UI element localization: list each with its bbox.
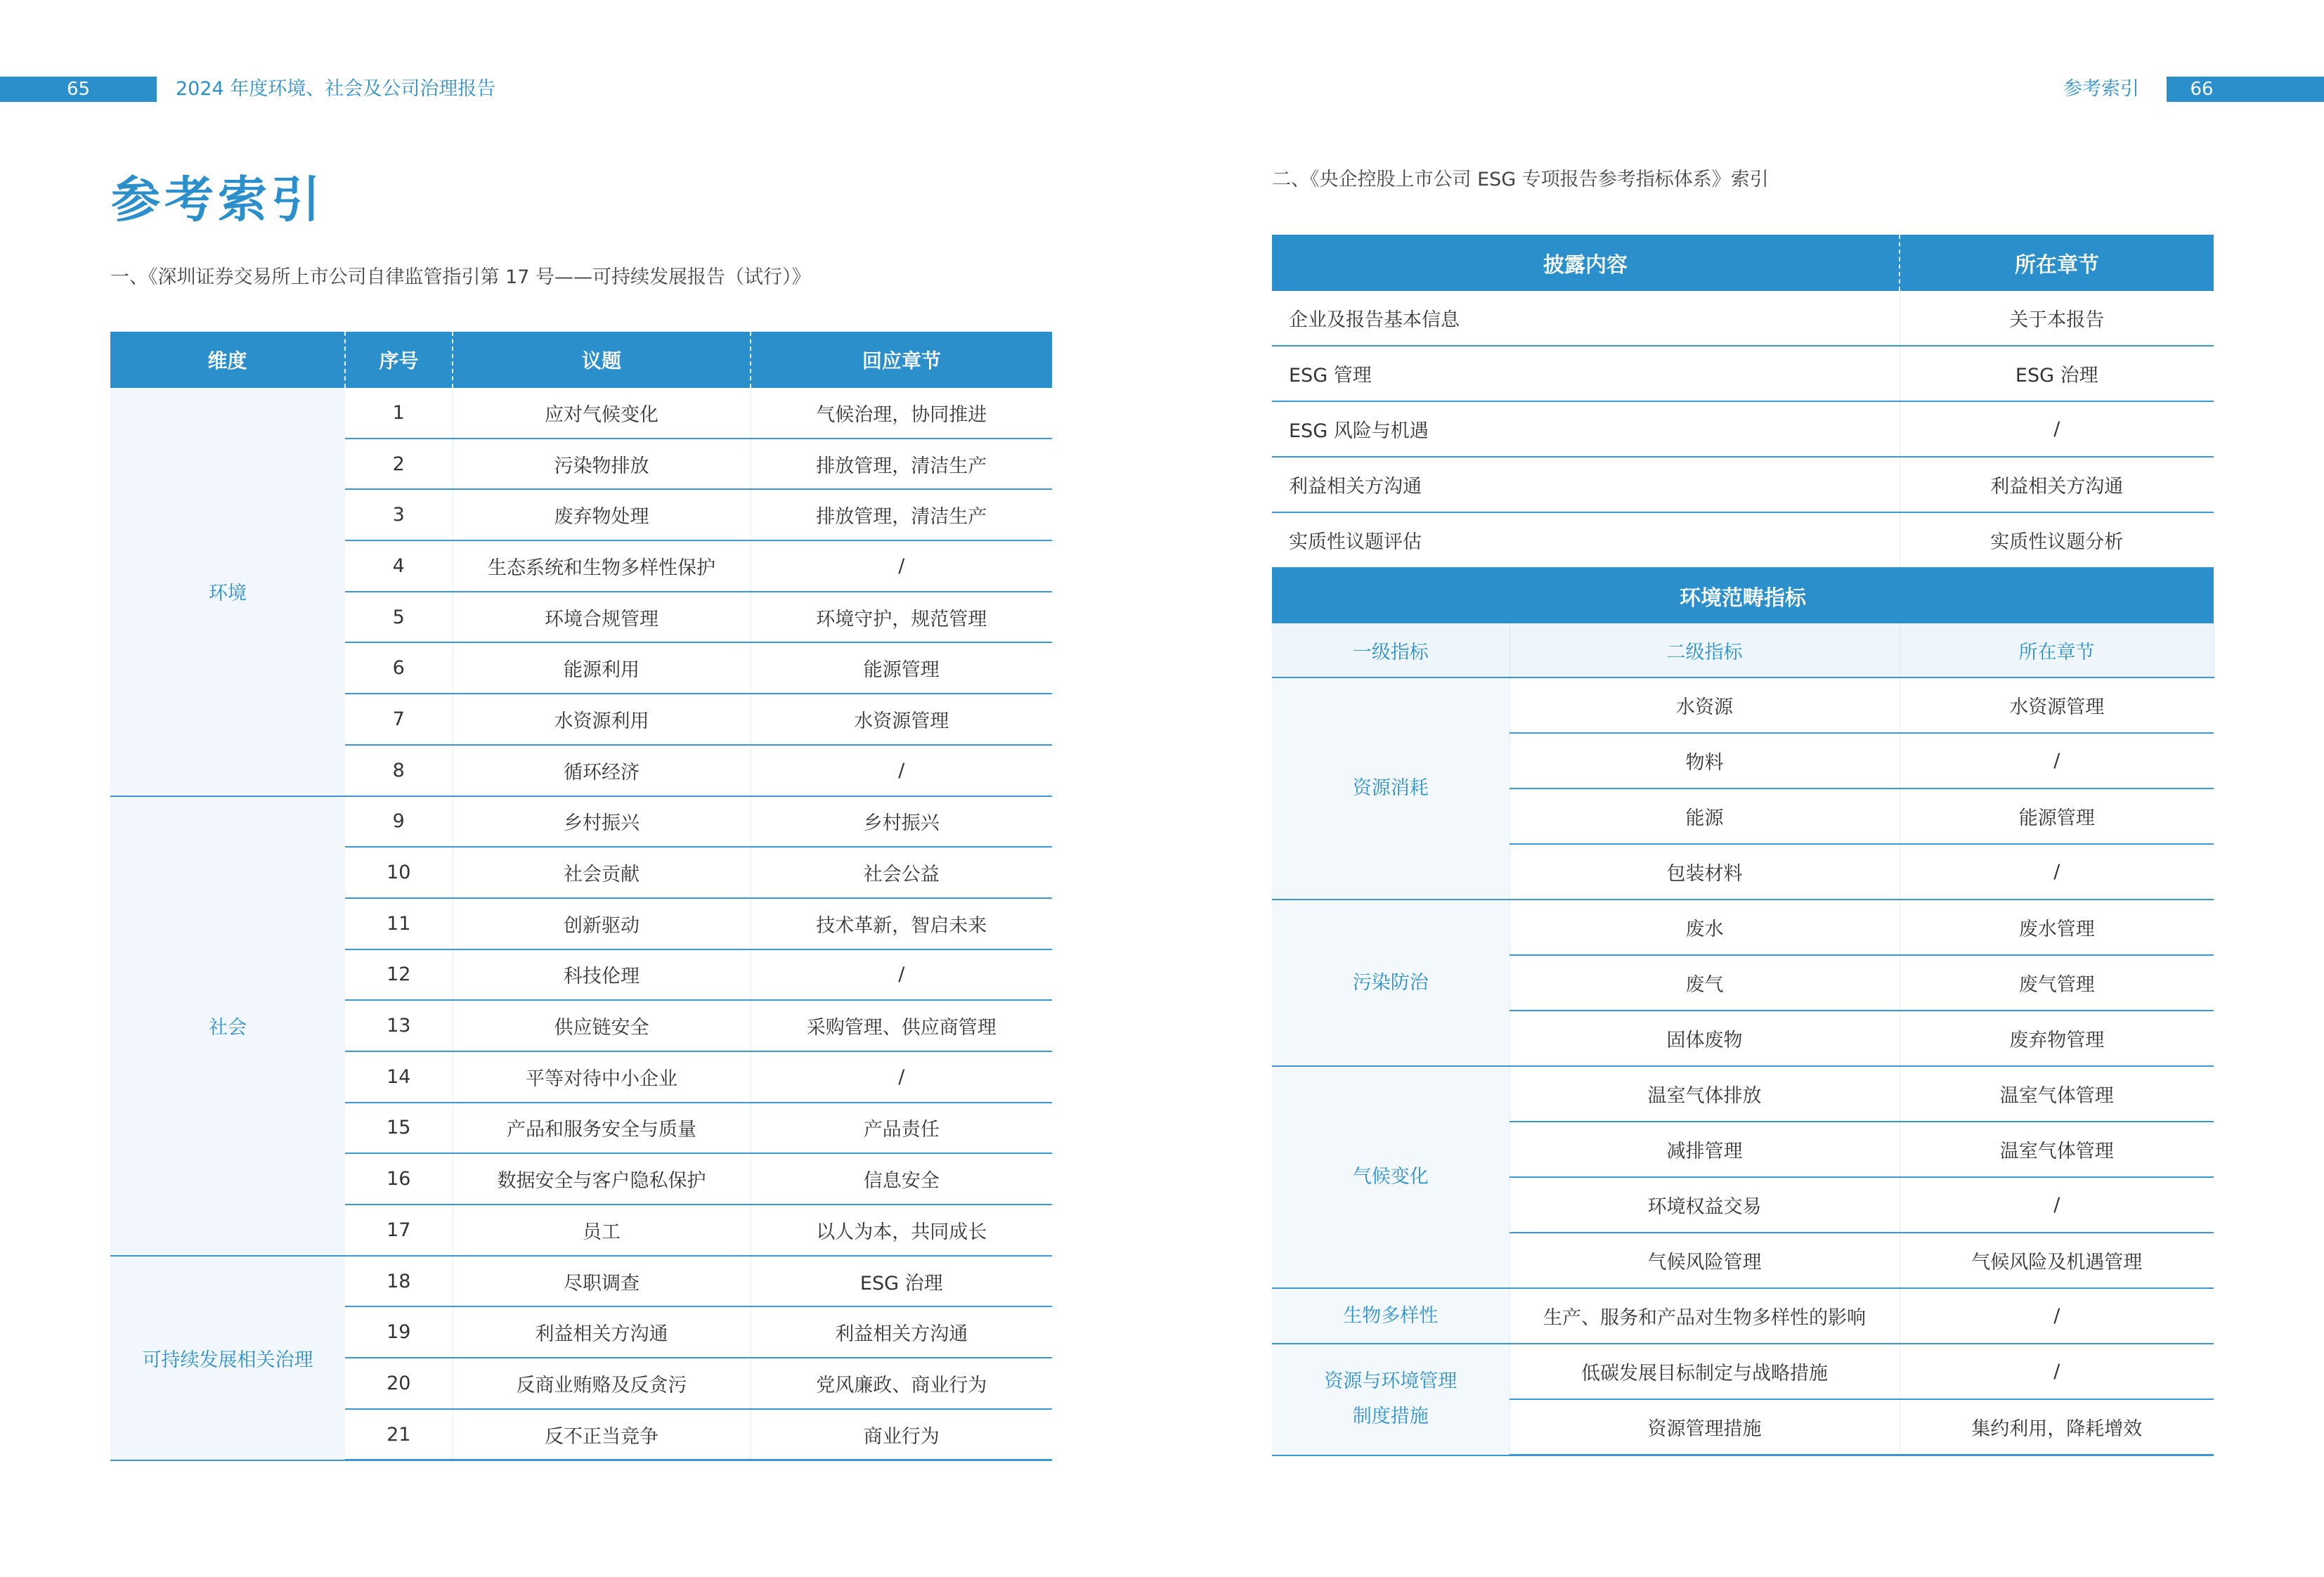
dimension-cell: 可持续发展相关治理 (110, 1256, 345, 1460)
number-cell: 5 (345, 592, 453, 643)
page-title: 参考索引 (111, 171, 325, 228)
number-cell: 18 (345, 1256, 453, 1307)
env-subheader-row (1272, 623, 2214, 677)
dimension-cell: 社会 (110, 796, 345, 1256)
chapter-cell: 废弃物管理 (1900, 1011, 2214, 1066)
chapter-cell: 实质性议题分析 (1900, 512, 2214, 568)
chapter-cell: / (1900, 1177, 2214, 1233)
topic-cell: 反商业贿赂及反贪污 (453, 1358, 751, 1409)
chapter-cell: / (1900, 1288, 2214, 1344)
level2-cell: 物料 (1510, 733, 1900, 788)
chapter-cell: 水资源管理 (751, 694, 1052, 745)
table-header-row (110, 332, 1052, 388)
chapter-cell: 能源管理 (1900, 788, 2214, 844)
topic-cell: 乡村振兴 (453, 796, 751, 848)
chapter-cell: 社会公益 (751, 847, 1052, 898)
level2-cell: 温室气体排放 (1510, 1066, 1900, 1122)
level2-cell: 生产、服务和产品对生物多样性的影响 (1510, 1288, 1900, 1344)
level2-cell: 环境权益交易 (1510, 1177, 1900, 1233)
right-header-label: 参考索引 (2063, 78, 2139, 100)
topic-cell: 科技伦理 (453, 949, 751, 1001)
number-cell: 13 (345, 1000, 453, 1051)
table-row (110, 388, 1052, 439)
level2-cell: 低碳发展目标制定与战略措施 (1510, 1344, 1900, 1399)
chapter-cell: 温室气体管理 (1900, 1066, 2214, 1122)
chapter-cell: / (751, 1051, 1052, 1103)
right-section-heading: 二、《央企控股上市公司 ESG 专项报告参考指标体系》索引 (1272, 169, 1769, 190)
number-cell: 2 (345, 439, 453, 490)
number-cell: 12 (345, 949, 453, 1001)
number-cell: 15 (345, 1103, 453, 1154)
chapter-cell: 环境守护，规范管理 (751, 592, 1052, 643)
number-cell: 4 (345, 540, 453, 592)
topic-cell: 污染物排放 (453, 439, 751, 490)
chapter-cell: 气候治理，协同推进 (751, 388, 1052, 439)
level2-cell: 包装材料 (1510, 844, 1900, 900)
chapter-cell: 乡村振兴 (751, 796, 1052, 848)
header-chapter: 所在章节 (1900, 235, 2214, 291)
topic-cell: 利益相关方沟通 (453, 1306, 751, 1358)
env-section-title: 环境范畴指标 (1272, 568, 2214, 623)
chapter-cell: / (1900, 844, 2214, 900)
table-row (1272, 1288, 2214, 1344)
env-chapter-header: 所在章节 (1900, 623, 2214, 677)
chapter-cell: / (1900, 733, 2214, 788)
disclosure-cell: 企业及报告基本信息 (1272, 291, 1900, 346)
chapter-cell: 能源管理 (751, 642, 1052, 694)
chapter-cell: 利益相关方沟通 (751, 1306, 1052, 1358)
level2-cell: 资源管理措施 (1510, 1399, 1900, 1455)
chapter-cell: 气候风险及机遇管理 (1900, 1233, 2214, 1288)
number-cell: 14 (345, 1051, 453, 1103)
level1-cell: 资源与环境管理 制度措施 (1272, 1344, 1510, 1455)
number-cell: 17 (345, 1205, 453, 1256)
level2-cell: 固体废物 (1510, 1011, 1900, 1066)
chapter-cell: 党风廉政、商业行为 (751, 1358, 1052, 1409)
chapter-cell: 温室气体管理 (1900, 1122, 2214, 1177)
chapter-cell: 产品责任 (751, 1103, 1052, 1154)
topic-cell: 平等对待中小企业 (453, 1051, 751, 1103)
number-cell: 19 (345, 1306, 453, 1358)
report-title: 2024 年度环境、社会及公司治理报告 (176, 78, 496, 100)
left-section-heading: 一、《深圳证券交易所上市公司自律监管指引第 17 号——可持续发展报告（试行）》 (110, 266, 811, 288)
chapter-cell: 集约利用，降耗增效 (1900, 1399, 2214, 1455)
szse-index-table (110, 332, 1052, 1461)
env-section-row (1272, 568, 2214, 623)
chapter-cell: 利益相关方沟通 (1900, 457, 2214, 512)
level2-cell: 废气 (1510, 955, 1900, 1011)
chapter-cell: / (1900, 401, 2214, 457)
topic-cell: 创新驱动 (453, 898, 751, 949)
header-topic: 议题 (453, 332, 751, 388)
table-row (110, 796, 1052, 848)
level2-cell: 废水 (1510, 900, 1900, 955)
chapter-cell: 采购管理、供应商管理 (751, 1000, 1052, 1051)
disclosure-cell: ESG 管理 (1272, 346, 1900, 401)
table-row (1272, 900, 2214, 955)
number-cell: 16 (345, 1153, 453, 1205)
number-cell: 3 (345, 489, 453, 540)
topic-cell: 尽职调查 (453, 1256, 751, 1307)
table-row (110, 1256, 1052, 1307)
chapter-cell: 水资源管理 (1900, 677, 2214, 733)
dimension-cell: 环境 (110, 388, 345, 796)
header-disclosure: 披露内容 (1272, 235, 1900, 291)
chapter-cell: 排放管理，清洁生产 (751, 489, 1052, 540)
table-row (1272, 677, 2214, 733)
table-row (1272, 1066, 2214, 1122)
topic-cell: 循环经济 (453, 745, 751, 796)
table-row (1272, 512, 2214, 568)
topic-cell: 能源利用 (453, 642, 751, 694)
disclosure-cell: 利益相关方沟通 (1272, 457, 1900, 512)
number-cell: 8 (345, 745, 453, 796)
number-cell: 7 (345, 694, 453, 745)
chapter-cell: 废水管理 (1900, 900, 2214, 955)
chapter-cell: 技术革新，智启未来 (751, 898, 1052, 949)
topic-cell: 数据安全与客户隐私保护 (453, 1153, 751, 1205)
chapter-cell: ESG 治理 (1900, 346, 2214, 401)
number-cell: 1 (345, 388, 453, 439)
topic-cell: 产品和服务安全与质量 (453, 1103, 751, 1154)
number-cell: 20 (345, 1358, 453, 1409)
level2-cell: 水资源 (1510, 677, 1900, 733)
level2-cell: 气候风险管理 (1510, 1233, 1900, 1288)
chapter-cell: / (751, 745, 1052, 796)
right-page-number: 66 (2190, 79, 2214, 100)
chapter-cell: / (751, 949, 1052, 1001)
disclosure-cell: 实质性议题评估 (1272, 512, 1900, 568)
topic-cell: 环境合规管理 (453, 592, 751, 643)
chapter-cell: 排放管理，清洁生产 (751, 439, 1052, 490)
number-cell: 6 (345, 642, 453, 694)
number-cell: 11 (345, 898, 453, 949)
chapter-cell: 以人为本，共同成长 (751, 1205, 1052, 1256)
number-cell: 10 (345, 847, 453, 898)
chapter-cell: 废气管理 (1900, 955, 2214, 1011)
left-page-number: 65 (66, 79, 91, 100)
level1-cell: 气候变化 (1272, 1066, 1510, 1288)
topic-cell: 社会贡献 (453, 847, 751, 898)
table-header-row (1272, 235, 2214, 291)
sasac-index-table (1272, 235, 2214, 1456)
disclosure-cell: ESG 风险与机遇 (1272, 401, 1900, 457)
number-cell: 21 (345, 1409, 453, 1460)
level2-cell: 能源 (1510, 788, 1900, 844)
table-row (1272, 346, 2214, 401)
chapter-cell: 关于本报告 (1900, 291, 2214, 346)
level2-header: 二级指标 (1510, 623, 1900, 677)
topic-cell: 废弃物处理 (453, 489, 751, 540)
level1-cell: 污染防治 (1272, 900, 1510, 1066)
header-chapter: 回应章节 (751, 332, 1052, 388)
table-row (1272, 291, 2214, 346)
level1-header: 一级指标 (1272, 623, 1510, 677)
chapter-cell: / (751, 540, 1052, 592)
chapter-cell: ESG 治理 (751, 1256, 1052, 1307)
header-dimension: 维度 (110, 332, 345, 388)
level1-cell: 资源消耗 (1272, 677, 1510, 900)
table-row (1272, 457, 2214, 512)
chapter-cell: 商业行为 (751, 1409, 1052, 1460)
topic-cell: 反不正当竞争 (453, 1409, 751, 1460)
chapter-cell: / (1900, 1344, 2214, 1399)
level1-cell: 生物多样性 (1272, 1288, 1510, 1344)
topic-cell: 供应链安全 (453, 1000, 751, 1051)
chapter-cell: 信息安全 (751, 1153, 1052, 1205)
topic-cell: 应对气候变化 (453, 388, 751, 439)
topic-cell: 员工 (453, 1205, 751, 1256)
level2-cell: 减排管理 (1510, 1122, 1900, 1177)
table-row (1272, 401, 2214, 457)
number-cell: 9 (345, 796, 453, 848)
table-row (1272, 1344, 2214, 1399)
topic-cell: 生态系统和生物多样性保护 (453, 540, 751, 592)
header-number: 序号 (345, 332, 453, 388)
topic-cell: 水资源利用 (453, 694, 751, 745)
